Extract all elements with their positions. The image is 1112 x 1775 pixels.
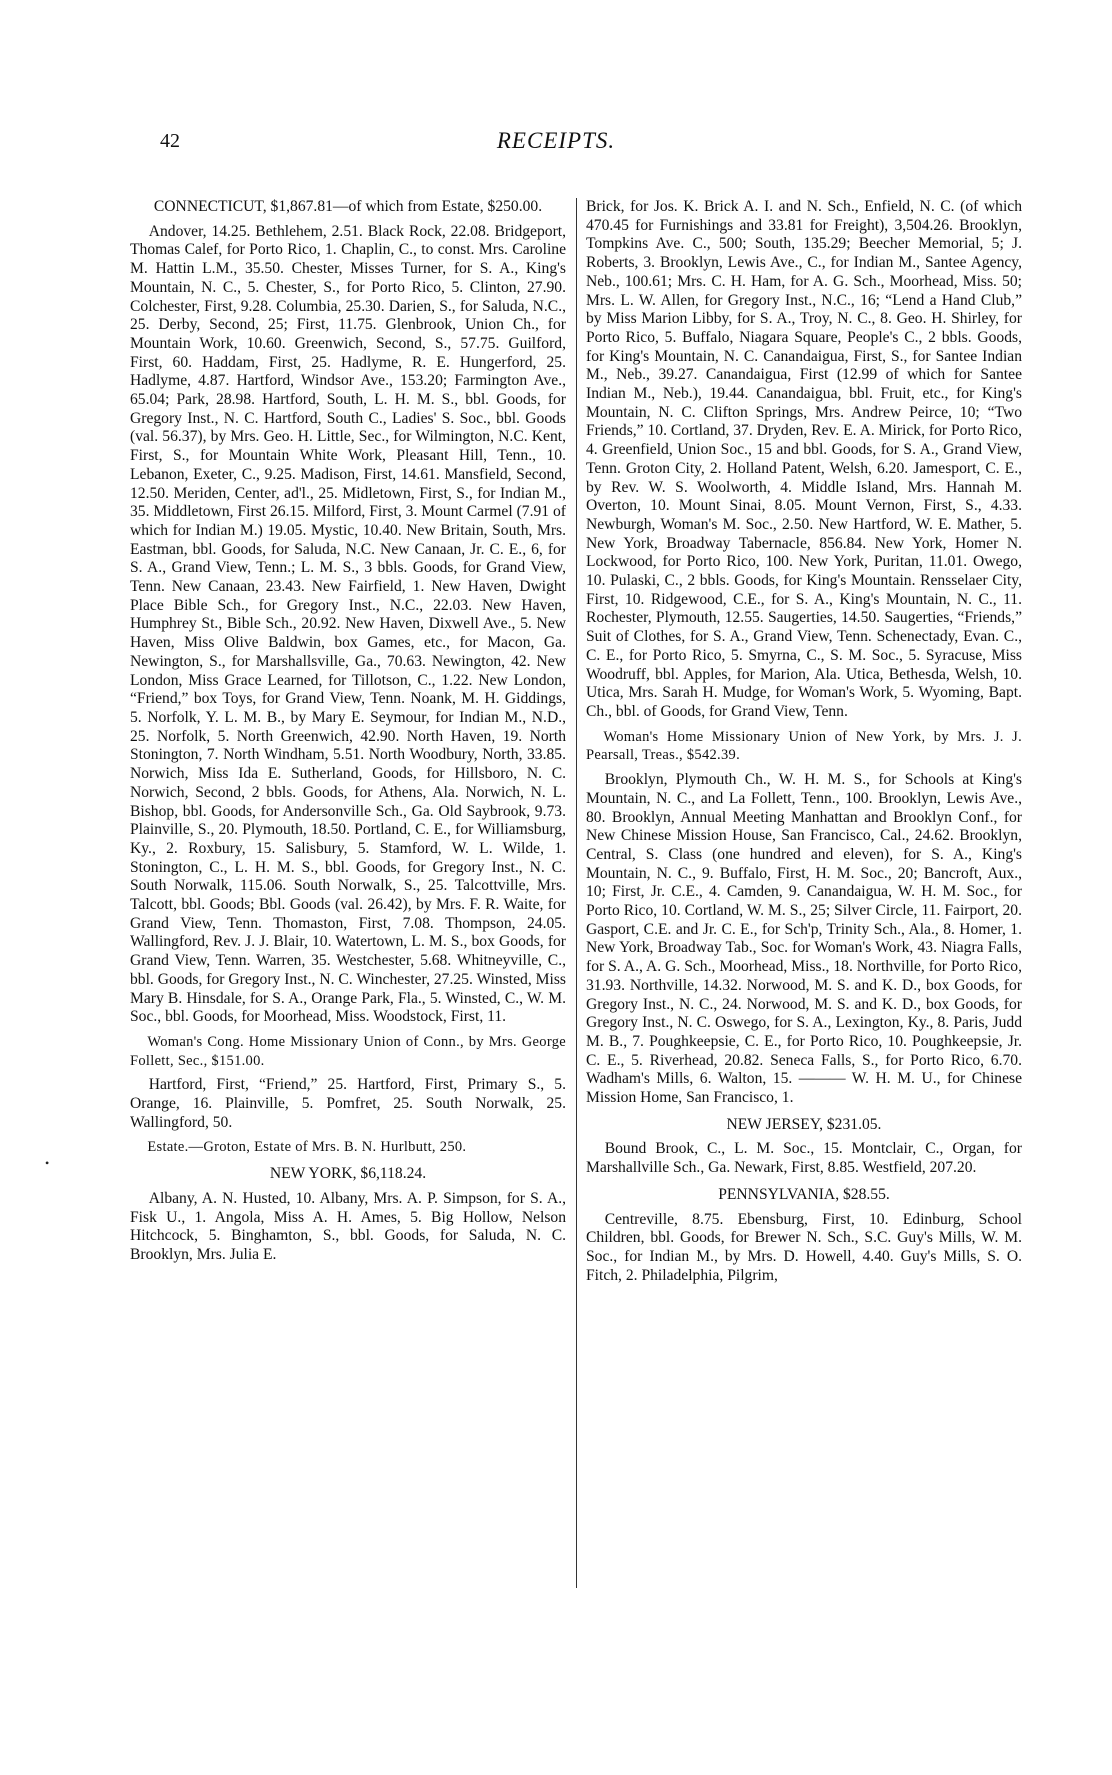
left-column — [130, 198, 566, 1271]
page-number: 42 — [160, 130, 180, 152]
section-heading-new-york: NEW YORK, $6,118.24. — [269, 1165, 427, 1183]
section-heading-new-jersey: NEW JERSEY, $231.05. — [726, 1115, 882, 1133]
section-heading-connecticut: CONNECTICUT, $1,867.81—of which from Estate, $250.00. — [153, 198, 543, 215]
entries-womans-cong-union-conn: Hartford, First, “Friend,” 25. Hartford, First, Primary S., 5. Orange, 16. Plainville, 5. Pomfret, 25. South Norwalk, 25. Wallingford, 50. — [130, 1076, 566, 1131]
entries-connecticut: Andover, 14.25. Bethlehem, 2.51. Black Rock, 22.08. Bridgeport, Thomas Calef, for Porto Rico, 1. Chaplin, C., to const. Mrs. Caroline M. Hattin L.M., 35.50. Chester, Misses Turner, for S. A., King's Mountain, N. C., 5. Chester, S., for Porto Rico, 5. Clinton, 27.90. Colchester, First, 9.28. Columbia, 25.30. Darien, S., for Saluda, N.C., 25. Derby, Second, 25; First, 11.75. Glenbrook, Union Ch., for Mountain Work, 10.60. Greenwich, Second, S., 57.75. Guilford, First, 60. Haddam, First, 25. Hadlyme, R. E. Hungerford, 25. Hadlyme, 4.87. Hartford, Windsor Ave., 153.20; Farmington Ave., 65.04; Park, 28.98. Hartford, South, L. H. M. S., bbl. Goods, for Gregory Inst., N. C. Hartford, South C., Ladies' S. Soc., bbl. Goods (val. 56.37), by Mrs. Geo. H. Little, Sec., for Wilmington, N.C. Kent, First, S., for Mountain White Work, Pleasant Hill, Tenn., 10. Lebanon, Exeter, C., 9.25. Madison, First, 14.61. Mansfield, Second, 12.50. Meriden, Center, ad'l., 25. Midletown, First, S., for Indian M., 35. Middletown, First 26.15. Milford, First, 3. Mount Carmel (7.91 of which for Indian M.) 19.05. Mystic, 10.40. New Britain, South, Mrs. Eastman, bbl. Goods, for Saluda, N.C. New Canaan, Jr. C. E., 6, for S. A., Grand View, Tenn.; L. M. S., 3 bbls. Goods, for Grand View, Tenn. New Canaan, 23.43. New Fairfield, 1. New Haven, Dwight Place Bible Sch., for Gregory Inst., N.C., 22.03. New Haven, Humphrey St., Bible Sch., 20.92. New Haven, Dixwell Ave., 5. New Haven, Miss Olive Baldwin, box Games, etc., for Macon, Ga. Newington, S., for Marshallsville, Ga., 70.63. Newington, 42. New London, Miss Grace Learned, for Tillotson, C., 1.22. New London, “Friend,” box Toys, for Grand View, Tenn. Noank, M. H. Giddings, 5. Norfolk, Y. L. M. B., by Mary E. Seymour, for Indian M., N.D., 25. Norfolk, 5. North Greenwich, 42.90. North Haven, 19. North Stonington, 7. North Windham, 5.51. North Woodbury, North, 33.85. Norwich, Miss Ida E. Sutherland, Goods, for Hillsboro, N. C. Norwich, Second, 2 bbls. Goods, for Athens, Ala. Norwich, N. L. Bishop, bbl. Goods, for Andersonville Sch., Ga. Old Saybrook, 9.73. Plainville, S., 20. Plymouth, 18.50. Portland, C. E., for Williamsburg, Ky., 2. Roxbury, 15. Salisbury, 5. Stamford, W. L. Wilde, 1. Stonington, C., L. H. M. S., bbl. Goods, for Gregory Inst., N. C. South Norwalk, 115.06. South Norwalk, S., 25. Talcottville, Mrs. Talcott, bbl. Goods; Bbl. Goods (val. 26.42), by Mrs. F. R. Waite, for Grand View, Tenn. Thomaston, First, 7.08. Thompson, 24.05. Wallingford, Rev. J. J. Blair, 10. Watertown, L. M. S., box Goods, for Grand View, Tenn. Warren, 35. Westchester, 5.68. Whitneyville, C., bbl. Goods, for Gregory Inst., N. C. Winchester, 27.25. Winsted, Miss Mary B. Hinsdale, for S. A., Orange Park, Fla., 5. Winsted, C., W. M. Soc., bbl. Goods, for Moorhead, Miss. Woodstock, First, 11. — [130, 222, 566, 1026]
entries-new-york: Albany, A. N. Husted, 10. Albany, Mrs. A. P. Simpson, for S. A., Fisk U., 1. Angola, Miss A. H. Ames, 5. Big Hollow, Nelson Hitchcock, 5. Binghamton, S., bbl. Goods, for Saluda, N. C. Brooklyn, Mrs. Julia E. — [130, 1189, 566, 1263]
entries-womans-home-union-ny: Brooklyn, Plymouth Ch., W. H. M. S., for Schools at King's Mountain, N. C., and La Follett, Tenn., 100. Brooklyn, Lewis Ave., 80. Brooklyn, Annual Meeting Manhattan and Brooklyn Conf., for New Chinese Mission House, San Francisco, Cal., 24.62. Brooklyn, Central, S. Class (one hundred and eleven), for S. A., King's Mountain, N. C., 9. Buffalo, First, H. M. Soc., 20; Bancroft, Aux., 10; First, Jr. C.E., 4. Camden, 9. Canandaigua, W. H. M. Soc., for Porto Rico, 10. Cortland, W. M. S., 25; Silver Circle, 11. Fairport, 20. Gasport, C.E. and Jr. C. E., for Sch'p, Trinity Sch., Ala., 8. Homer, 1. New York, Broadway Tab., Soc. for Woman's Work, 43. Niagra Falls, for S. A., A. G. Sch., Moorhead, Miss., 18. Northville, for Porto Rico, 31.93. Northville, 14.32. Norwood, M. S. and K. D., box Goods, for Gregory Inst., N. C., 24. Norwood, M. S. and K. D., box Goods, for Gregory Inst., N. C. Oswego, for S. A., Lexington, Ky., 8. Paris, Judd M. B., 7. Poughkeepsie, C. E., for Porto Rico, 10. Poughkeepsie, Jr. C. E., 5. Riverhead, 20.82. Seneca Falls, S., for Porto Rico, 6.70. Wadham's Mills, 6. Walton, 15. ——— W. H. M. U., for Chinese Mission Home, San Francisco, 1. — [586, 771, 1022, 1107]
entries-pennsylvania: Centreville, 8.75. Ebensburg, First, 10. Edinburg, School Children, bbl. Goods, for Brewer N. Sch., S.C. Guy's Mills, W. M. Soc., for Indian M., by Mrs. D. Howell, 4.40. Guy's Mills, S. O. Fitch, 2. Philadelphia, Pilgrim, — [586, 1210, 1022, 1284]
subheading-womans-home-union-ny: Woman's Home Missionary Union of New York, by Mrs. J. J. Pearsall, Treas., $542.39. — [586, 728, 1022, 764]
entries-new-jersey: Bound Brook, C., L. M. Soc., 15. Montclair, C., Organ, for Marshallville Sch., Ga. Newark, First, 8.85. Westfield, 207.20. — [586, 1140, 1022, 1177]
entries-new-york-continued: Brick, for Jos. K. Brick A. I. and N. Sch., Enfield, N. C. (of which 470.45 for Furnishings and 33.81 for Freight), 3,504.26. Brooklyn, Tompkins Ave. C., 500; South, 135.29; Beecher Memorial, 5; J. Roberts, 3. Brooklyn, Lewis Ave., C., for Indian M., Santee Agency, Neb., 100.61; Mrs. C. H. Ham, for A. G. Sch., Moorhead, Miss. 50; Mrs. L. W. Allen, for Gregory Inst., N.C., 16; “Lend a Hand Club,” by Miss Marion Libby, for S. A., Troy, N. C., 8. Geo. H. Shirley, for Porto Rico, 5. Buffalo, Niagara Square, People's C., 2 bbls. Goods, for King's Mountain, N. C. Canandaigua, First, S., for Santee Indian M., Neb., 39.27. Canandaigua, First (12.99 of which for Santee Indian M., Neb.), 19.44. Canandaigua, bbl. Fruit, etc., for King's Mountain, N. C. Clifton Springs, Mrs. Andrew Peirce, 10; “Two Friends,” 10. Cortland, 37. Dryden, Rev. E. A. Mirick, for Porto Rico, 4. Greenfield, Union Soc., 15 and bbl. Goods, for S. A., Grand View, Tenn. Groton City, 2. Holland Patent, Welsh, 6.20. Jamesport, C. E., by Rev. W. S. Woolworth, 4. Middle Island, Mrs. Hannah M. Overton, 10. Mount Sinai, 8.05. Mount Vernon, First, S., 4.33. Newburgh, Woman's M. Soc., 2.50. New Hartford, W. E. Mather, 5. New York, Broadway Tabernacle, 856.84. New York, Homer N. Lockwood, for Porto Rico, 100. New York, Puritan, 11.01. Owego, 10. Pulaski, C., 2 bbls. Goods, for King's Mountain. Rensselaer City, First, 10. Ridgewood, C.E., for S. A., King's Mountain, N. C., 11. Rochester, Plymouth, 12.55. Saugerties, 14.50. Saugerties, “Friends,” Suit of Clothes, for S. A., Grand View, Tenn. Schenectady, Evan. C., C. E., for Porto Rico, 5. Smyrna, C., S. M. Soc., 5. Syracuse, Miss Woodruff, bbl. Apples, for Marion, Ala. Utica, Bethesda, Welsh, 10. Utica, Mrs. Sarah H. Mudge, for Woman's Work, 5. Wyoming, Bapt. Ch., bbl. of Goods, for Grand View, Tenn. — [586, 198, 1022, 720]
column-rule — [576, 198, 577, 1588]
subheading-womans-cong-union-conn: Woman's Cong. Home Missionary Union of Conn., by Mrs. George Follett, Sec., $151.00. — [130, 1033, 566, 1069]
right-column — [586, 198, 1022, 1291]
section-heading-pennsylvania: PENNSYLVANIA, $28.55. — [718, 1185, 890, 1203]
margin-mark: • — [45, 1156, 50, 1170]
estate-entry: Estate.—Groton, Estate of Mrs. B. N. Hurlbutt, 250. — [147, 1139, 467, 1156]
running-head: RECEIPTS. — [496, 128, 616, 153]
